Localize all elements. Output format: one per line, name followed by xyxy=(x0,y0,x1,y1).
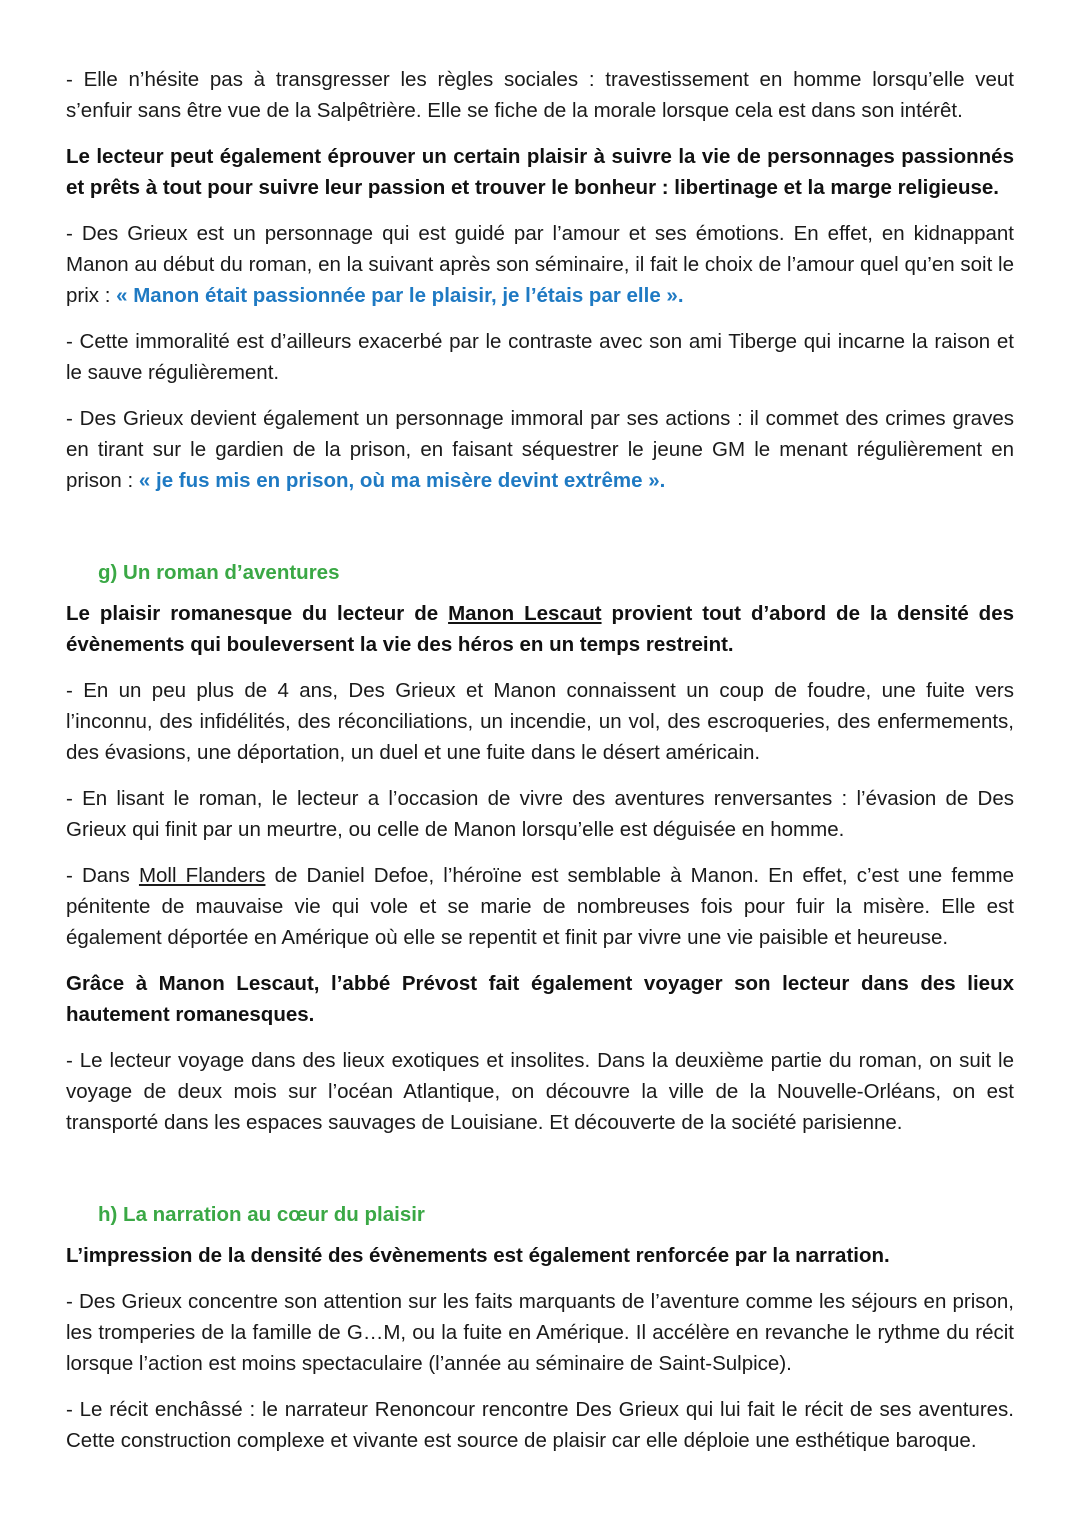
lead-text-after: provient tout d’abord de la densité des évènements qui bouleversent la vie des héros en un temps restreint. xyxy=(66,602,1015,656)
paragraph-events-list: - En un peu plus de 4 ans, Des Grieux et Manon connaissent un coup de foudre, une fuite vers l’inconnu, des infidélités, des réconciliations, un incendie, un vol, des escroqueries, des enfermements, des évasions, une déportation, un duel et une fuite dans le désert américain. xyxy=(66,679,1014,764)
work-title-manon-lescaut: Manon Lescaut xyxy=(448,602,602,625)
paragraph-transgression: - Elle n’hésite pas à transgresser les règles sociales : travestissement en homme lorsqu’elle veut s’enfuir sans être vue de la Salpêtrière. Elle se fiche de la morale lorsque cela est dans son intérêt. xyxy=(66,68,1014,122)
section-spacer xyxy=(66,511,1014,557)
paragraph-embedded-narrative: - Le récit enchâssé : le narrateur Renoncour rencontre Des Grieux qui lui fait le récit de ses aventures. Cette construction complexe et vivante est source de plaisir car elle déploie une esthétique baroque. xyxy=(66,1398,1014,1452)
paragraph-text-after: de Daniel Defoe, l’héroïne est semblable à Manon. En effet, c’est une femme pénitente de mauvaise vie qui vole et se marie de nombreuses fois pour fuir la misère. Elle est également déportée en Amérique où elle se repentit et finit par vivre une vie paisible et heureuse. xyxy=(66,864,1014,949)
lead-text-before: Le plaisir romanesque du lecteur de xyxy=(66,602,449,625)
paragraph-focus-events: - Des Grieux concentre son attention sur les faits marquants de l’aventure comme les séjours en prison, les tromperies de la famille de G…M, ou la fuite en Amérique. Il accélère en revanche le rythme du récit lorsque l’action est moins spectaculaire (l’année au séminaire de Saint-Sulpice). xyxy=(66,1290,1014,1375)
paragraph-text: - Des Grieux devient également un personnage immoral par ses actions : il commet des crimes graves en tirant sur le gardien de la prison, en faisant séquestrer le jeune GM le menant régulièrement en prison : xyxy=(66,407,1014,492)
paragraph-tiberge: - Cette immoralité est d’ailleurs exacerbé par le contraste avec son ami Tiberge qui incarne la raison et le sauve régulièrement. xyxy=(66,330,1014,384)
paragraph-text-before: - Dans xyxy=(66,864,139,887)
paragraph-exotic-places: - Le lecteur voyage dans des lieux exotiques et insolites. Dans la deuxième partie du roman, on suit le voyage de deux mois sur l’océan Atlantique, on découvre la ville de la Nouvelle-Orléans, on est transporté dans les espaces sauvages de Louisiane. Et découverte de la société parisienne. xyxy=(66,1049,1014,1134)
lead-paragraph-passion: Le lecteur peut également éprouver un certain plaisir à suivre la vie de personnages passionnés et prêts à tout pour suivre leur passion et trouver le bonheur : libertinage et la marge religieuse. xyxy=(66,145,1014,199)
paragraph-adventures: - En lisant le roman, le lecteur a l’occasion de vivre des aventures renversantes : l’évasion de Des Grieux qui finit par un meurtre, ou celle de Manon lorsqu’elle est déguisée en homme. xyxy=(66,787,1014,841)
paragraph-moll-flanders xyxy=(66,860,1014,953)
section-spacer xyxy=(66,1153,1014,1199)
lead-paragraph-density xyxy=(66,598,1014,660)
lead-paragraph-travel: Grâce à Manon Lescaut, l’abbé Prévost fait également voyager son lecteur dans des lieux hautement romanesques. xyxy=(66,972,1014,1026)
paragraph-text: - Des Grieux est un personnage qui est guidé par l’amour et ses émotions. En effet, en kidnappant Manon au début du roman, en la suivant après son séminaire, il fait le choix de l’amour quel qu’en soit le prix : xyxy=(66,222,1014,307)
quote-prison: « je fus mis en prison, où ma misère devint extrême ». xyxy=(138,469,666,492)
paragraph-immoral-actions xyxy=(66,403,1014,496)
quote-passion: « Manon était passionnée par le plaisir, je l’étais par elle ». xyxy=(116,284,684,307)
lead-paragraph-narration: L’impression de la densité des évènements est également renforcée par la narration. xyxy=(66,1244,890,1267)
work-title-moll-flanders: Moll Flanders xyxy=(138,864,266,887)
section-heading-h: h) La narration au cœur du plaisir xyxy=(98,1203,425,1226)
paragraph-des-grieux-love xyxy=(66,218,1014,311)
section-heading-g: g) Un roman d’aventures xyxy=(98,561,340,584)
